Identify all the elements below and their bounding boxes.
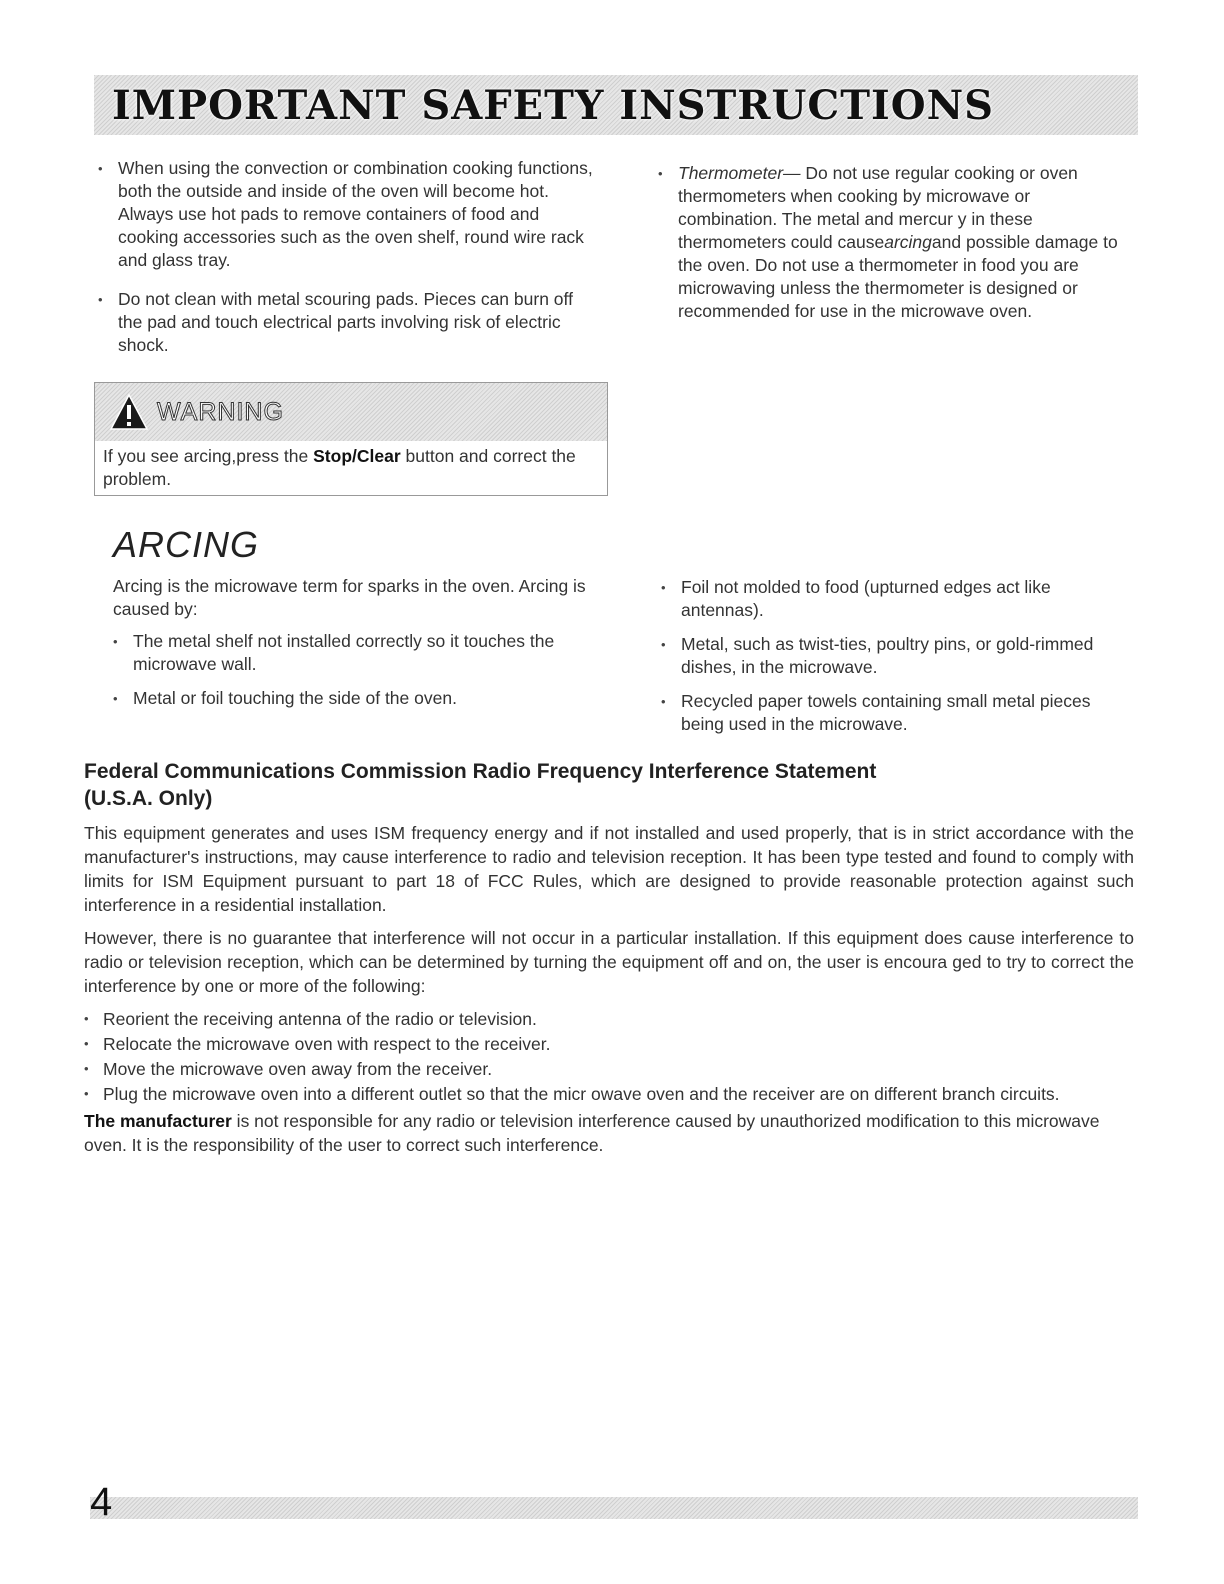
fcc-item-reorient: • Reorient the receiving antenna of the radio or television. (84, 1007, 1134, 1031)
stop-clear-button-label: Stop/Clear (313, 446, 401, 466)
fcc-heading-line2: (U.S.A. Only) (84, 787, 213, 810)
warning-title: WARNING (157, 397, 284, 426)
warning-header (95, 383, 607, 441)
fcc-heading (84, 758, 1134, 812)
fcc-list (84, 1007, 1134, 1106)
fcc-paragraph-2: However, there is no guarantee that interference will not occur in a particular installation. If this equipment does cause interference to radio or television reception, which can be determined by turning the equipment off and on, the user is encoura ged to try to correct the interference by one or more of the following: (84, 928, 1134, 996)
arcing-cause-shelf: • The metal shelf not installed correctly so it touches the microwave wall. (113, 630, 613, 676)
safety-right-column (658, 162, 1128, 323)
safety-right-list (658, 162, 1128, 323)
arcing-cause-twist-ties: • Metal, such as twist-ties, poultry pins, or gold-rimmed dishes, in the microwave. (661, 633, 1131, 679)
fcc-item-move-away: • Move the microwave oven away from the receiver. (84, 1057, 1134, 1081)
warning-text (95, 441, 607, 491)
safety-left-list (98, 157, 598, 357)
fcc-closing-bold: The manufacturer (84, 1111, 232, 1131)
safety-item-convection: • When using the convection or combination cooking functions, both the outside and inside of the oven will become hot. Always use hot pads to remove containers of food and cooking accessories such as the oven shelf, round wire rack and glass tray. (98, 157, 598, 272)
page-title: IMPORTANT SAFETY INSTRUCTIONS (112, 81, 995, 129)
footer-bar (90, 1497, 1138, 1519)
arcing-left-column (113, 630, 613, 721)
fcc-heading-line1: Federal Communications Commission Radio Frequency Interference Statement (84, 760, 877, 783)
fcc-item-different-outlet: • Plug the microwave oven into a different outlet so that the micr owave oven and the receiver are on different branch circuits. (84, 1082, 1134, 1106)
fcc-body (84, 821, 1134, 1157)
title-banner (94, 75, 1138, 135)
arcing-intro: Arcing is the microwave term for sparks in the oven. Arcing is caused by: (113, 576, 586, 619)
fcc-paragraph-1: This equipment generates and uses ISM frequency energy and if not installed and used properly, that is in strict accordance with the manufacturer's instructions, may cause interference to radio and television reception. It has been type tested and found to comply with limits for ISM Equipment pursuant to part 18 of FCC Rules, which are designed to provide reasonable protection against such interference in a residential installation. (84, 823, 1134, 915)
arcing-right-list (661, 576, 1131, 736)
thermometer-term: Thermometer— (678, 163, 801, 183)
thermometer-arcing-word: arcing (884, 232, 932, 252)
warning-triangle-icon (109, 393, 149, 431)
safety-left-column (98, 157, 598, 373)
safety-item-thermometer (658, 162, 1128, 323)
thermometer-text-after: and possible damage to the oven. Do not use a thermometer in food you are microwaving unless the thermometer is designed or recommended for use in the microwave oven. (678, 232, 1118, 321)
safety-item-scouring-pads: • Do not clean with metal scouring pads. Pieces can burn off the pad and touch electrical parts involving risk of electric shock. (98, 288, 598, 357)
arcing-right-column (661, 576, 1131, 747)
fcc-closing (84, 1109, 1134, 1157)
arcing-left-list (113, 630, 613, 710)
warning-text-after: button and correct the problem. (103, 446, 576, 489)
arcing-cause-foil: • Foil not molded to food (upturned edges act like antennas). (661, 576, 1131, 622)
arcing-cause-paper-towels: • Recycled paper towels containing small metal pieces being used in the microwave. (661, 690, 1131, 736)
thermometer-text-before: Do not use regular cooking or oven thermometers when cooking by microwave or combination. The metal and mercur y in these thermometers could cause (678, 163, 1078, 252)
arcing-cause-metal-foil: • Metal or foil touching the side of the oven. (113, 687, 613, 710)
arcing-heading: ARCING (113, 524, 260, 565)
page-number: 4 (90, 1480, 113, 1524)
warning-box (94, 382, 608, 496)
fcc-closing-text: is not responsible for any radio or television interference caused by unauthorized modification to this microwave oven. It is the responsibility of the user to correct such interference. (84, 1111, 1100, 1155)
fcc-item-relocate: • Relocate the microwave oven with respect to the receiver. (84, 1032, 1134, 1056)
warning-text-before: If you see arcing,press the (103, 446, 314, 466)
